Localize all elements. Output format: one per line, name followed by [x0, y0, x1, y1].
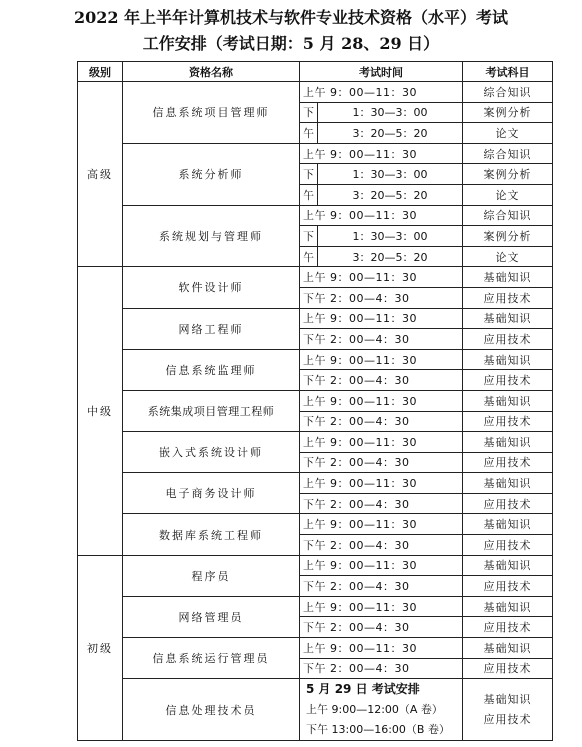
level-middle: 中级	[78, 267, 123, 555]
time-pm1: 1：30—3：00	[318, 102, 463, 123]
time-pm: 下午 2：00—4：30	[300, 658, 463, 679]
subject: 应用技术	[463, 411, 553, 432]
exam-name: 电子商务设计师	[123, 473, 300, 514]
table-row	[78, 555, 553, 576]
pm-label: 午	[300, 246, 318, 267]
exam-name: 系统规划与管理师	[123, 205, 300, 267]
table-row	[78, 638, 553, 659]
table-row	[78, 679, 553, 741]
exam-name: 系统集成项目管理工程师	[123, 390, 300, 431]
subject: 应用技术	[463, 576, 553, 597]
time-pm: 下午 2：00—4：30	[300, 535, 463, 556]
subject: 基础知识	[463, 514, 553, 535]
table-row	[78, 205, 553, 226]
time-am: 上午 9：00—11：30	[300, 390, 463, 411]
pm-label: 下	[300, 226, 318, 247]
time-pm: 下午 2：00—4：30	[300, 411, 463, 432]
subject: 应用技术	[463, 493, 553, 514]
subject: 应用技术	[463, 287, 553, 308]
time-am: 上午 9：00—11：30	[300, 514, 463, 535]
exam-name: 信息系统运行管理员	[123, 638, 300, 679]
subject: 案例分析	[463, 102, 553, 123]
level-junior: 初级	[78, 555, 123, 741]
exam-name: 信息系统监理师	[123, 349, 300, 390]
exam-name: 软件设计师	[123, 267, 300, 308]
header-name: 资格名称	[123, 62, 300, 82]
subject: 论文	[463, 123, 553, 144]
special-schedule	[300, 679, 463, 741]
time-am: 上午 9：00—11：30	[300, 267, 463, 288]
subject: 综合知识	[463, 205, 553, 226]
table-row	[78, 308, 553, 329]
page-title: 2022 年上半年计算机技术与软件专业技术资格（水平）考试	[73, 8, 509, 27]
exam-schedule-table	[77, 61, 553, 741]
time-pm1: 1：30—3：00	[318, 226, 463, 247]
subject: 应用技术	[463, 617, 553, 638]
exam-name: 程序员	[123, 555, 300, 596]
table-row	[78, 349, 553, 370]
special-time-am: 上午 9:00—12:00（A 卷）	[306, 703, 443, 717]
subject: 基础知识	[463, 308, 553, 329]
exam-name: 系统分析师	[123, 143, 300, 205]
subject: 案例分析	[463, 164, 553, 185]
table-row	[78, 390, 553, 411]
exam-name: 网络管理员	[123, 596, 300, 637]
time-am: 上午 9：00—11：30	[300, 555, 463, 576]
header-level: 级别	[78, 62, 123, 82]
table-row	[78, 596, 553, 617]
time-am: 上午 9：00—11：30	[300, 473, 463, 494]
pm-label: 下	[300, 164, 318, 185]
subject: 应用技术	[463, 452, 553, 473]
table-row	[78, 432, 553, 453]
special-time-pm: 下午 13:00—16:00（B 卷）	[306, 723, 450, 737]
time-pm2: 3：20—5：20	[318, 184, 463, 205]
subject: 应用技术	[463, 658, 553, 679]
subject: 基础知识	[463, 432, 553, 453]
exam-name: 数据库系统工程师	[123, 514, 300, 555]
time-am: 上午 9：00—11：30	[300, 638, 463, 659]
time-am: 上午 9：00—11：30	[300, 432, 463, 453]
time-pm: 下午 2：00—4：30	[300, 452, 463, 473]
special-heading: 5 月 29 日 考试安排	[306, 682, 420, 697]
subject: 应用技术	[463, 329, 553, 350]
time-pm: 下午 2：00—4：30	[300, 370, 463, 391]
subject: 论文	[463, 246, 553, 267]
time-pm: 下午 2：00—4：30	[300, 617, 463, 638]
table-row	[78, 473, 553, 494]
table-row	[78, 514, 553, 535]
level-senior: 高级	[78, 82, 123, 267]
exam-name: 信息系统项目管理师	[123, 82, 300, 144]
time-am: 上午 9：00—11：30	[300, 308, 463, 329]
table-row	[78, 82, 553, 103]
subject: 基础知识	[463, 596, 553, 617]
exam-name: 信息处理技术员	[123, 679, 300, 741]
table-row	[78, 143, 553, 164]
subject: 应用技术	[483, 712, 532, 726]
table-header-row	[78, 62, 553, 82]
pm-label: 午	[300, 123, 318, 144]
time-pm: 下午 2：00—4：30	[300, 576, 463, 597]
subject: 基础知识	[463, 555, 553, 576]
subject: 综合知识	[463, 82, 553, 103]
time-pm2: 3：20—5：20	[318, 123, 463, 144]
subject: 基础知识	[463, 473, 553, 494]
special-subjects	[463, 679, 553, 741]
pm-label: 午	[300, 184, 318, 205]
time-am: 上午 9：00—11：30	[300, 596, 463, 617]
subject: 基础知识	[463, 349, 553, 370]
time-pm: 下午 2：00—4：30	[300, 287, 463, 308]
time-pm: 下午 2：00—4：30	[300, 493, 463, 514]
subject: 应用技术	[463, 535, 553, 556]
subject: 基础知识	[483, 692, 532, 706]
header-subject: 考试科目	[463, 62, 553, 82]
header-time: 考试时间	[300, 62, 463, 82]
subject: 基础知识	[463, 267, 553, 288]
page-subtitle: 工作安排（考试日期：5 月 28、29 日）	[142, 34, 440, 53]
time-am: 上午 9：00—11：30	[300, 143, 463, 164]
subject: 论文	[463, 184, 553, 205]
exam-name: 嵌入式系统设计师	[123, 432, 300, 473]
subject: 案例分析	[463, 226, 553, 247]
subject: 基础知识	[463, 390, 553, 411]
pm-label: 下	[300, 102, 318, 123]
exam-name: 网络工程师	[123, 308, 300, 349]
subject: 基础知识	[463, 638, 553, 659]
time-pm1: 1：30—3：00	[318, 164, 463, 185]
subject: 综合知识	[463, 143, 553, 164]
subject: 应用技术	[463, 370, 553, 391]
time-pm2: 3：20—5：20	[318, 246, 463, 267]
time-pm: 下午 2：00—4：30	[300, 329, 463, 350]
time-am: 上午 9：00—11：30	[300, 205, 463, 226]
table-row	[78, 267, 553, 288]
time-am: 上午 9：00—11：30	[300, 82, 463, 103]
time-am: 上午 9：00—11：30	[300, 349, 463, 370]
